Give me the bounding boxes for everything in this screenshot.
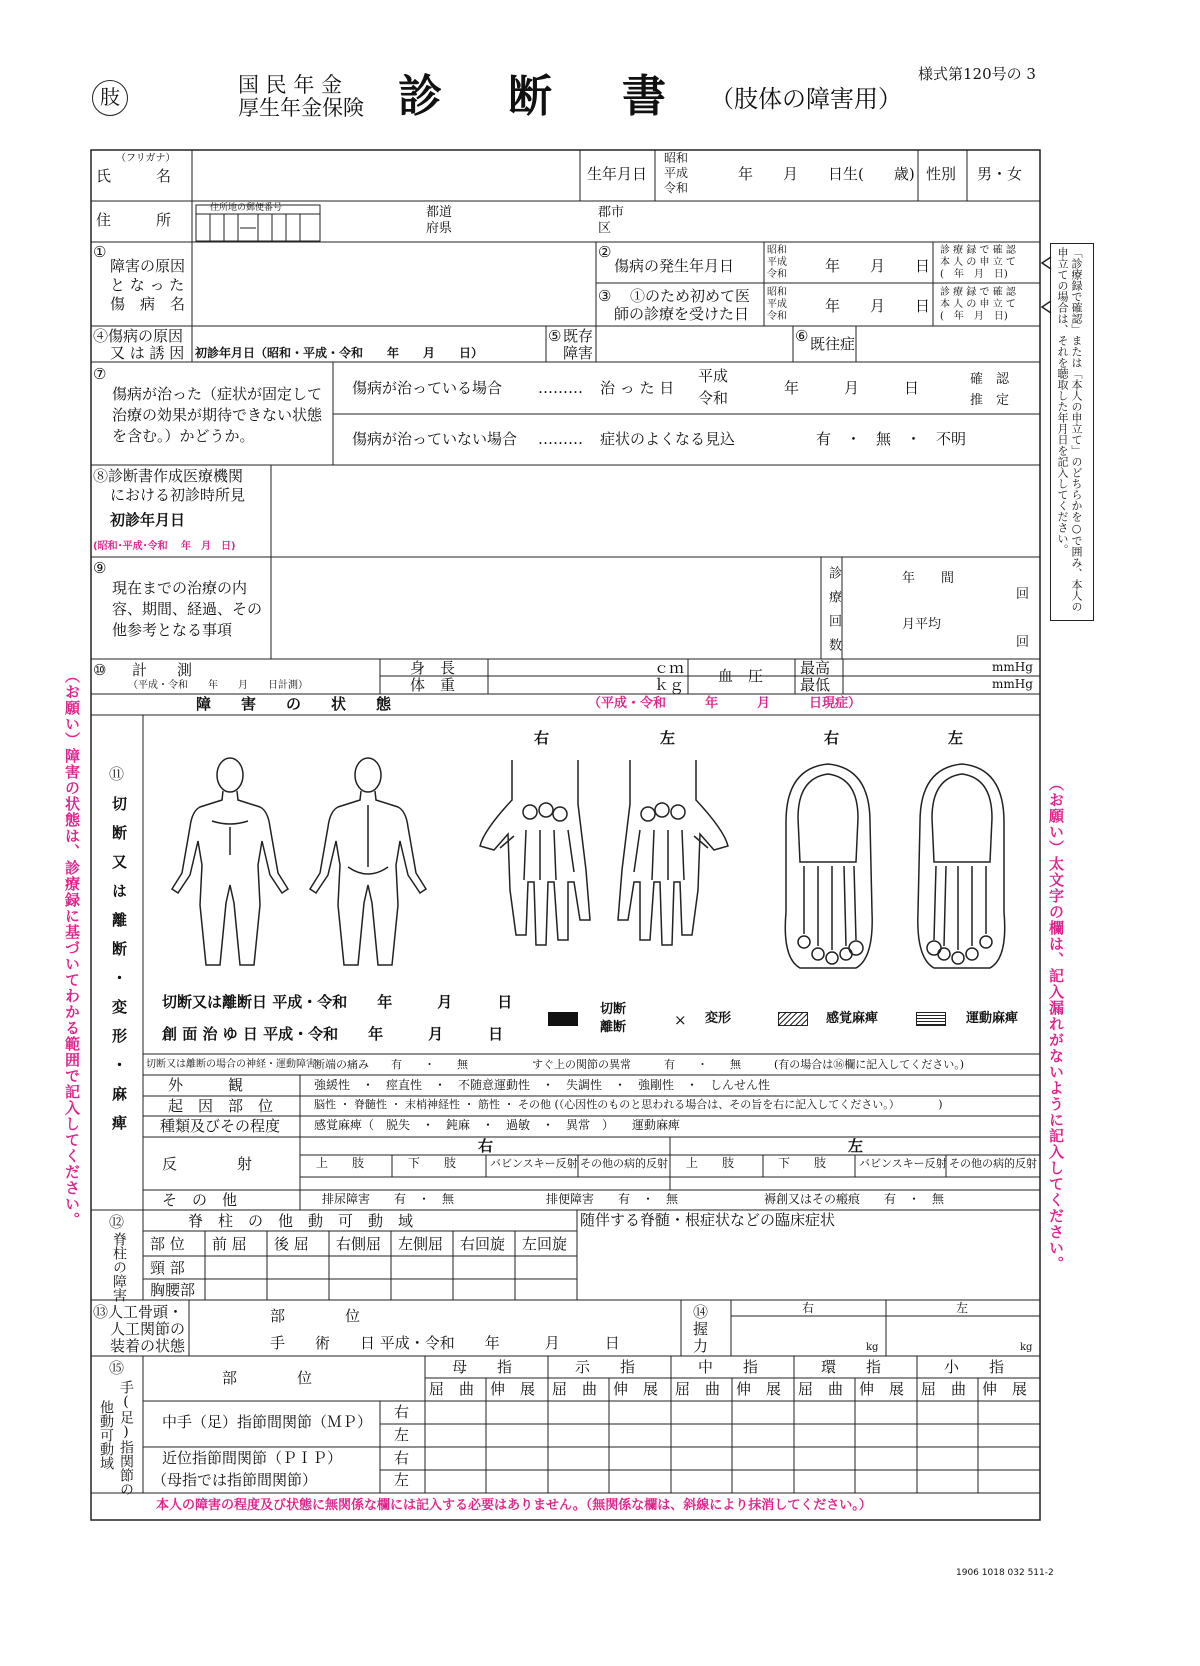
sec13-part[interactable]: 部 位 — [270, 1307, 361, 1325]
sec7-kakunin[interactable]: 確 認 — [970, 372, 1010, 387]
birth-era-reiwa: 令和 — [664, 181, 689, 195]
fe-0-flex: 屈 曲 — [429, 1380, 475, 1398]
birth-era-heisei: 平成 — [664, 166, 689, 180]
sec3-date-fields[interactable]: 年 月 日 — [825, 297, 931, 315]
right-instruction-text: 「診療録で確認」または「本人の申立て」のどちらかを○で囲み、本人の申立ての場合は、それを聴取した年月日を記入してください。 — [1056, 247, 1083, 612]
fe-4-ext: 伸 展 — [982, 1380, 1028, 1398]
mp-left: 左 — [394, 1426, 410, 1444]
spine-col-flexion: 前 屈 — [212, 1235, 247, 1253]
finger-ring: 環 指 — [821, 1358, 882, 1376]
sec13-surgery-date[interactable]: 手 術 日 平成・令和 年 月 日 — [270, 1334, 620, 1352]
sec4-number: ④ — [93, 327, 109, 345]
sec8-first-date-fields[interactable]: (昭和･平成･令和 年 月 日) — [93, 541, 236, 552]
pip-joint-label-2: （母指では指節間関節） — [152, 1471, 318, 1489]
sec8-label-1 — [93, 468, 243, 485]
fe-2-ext: 伸 展 — [736, 1380, 782, 1398]
sec4-label: 傷病の原因 — [108, 327, 184, 345]
sec1-label-3: 傷 病 名 — [110, 295, 186, 313]
status-title: 障 害 の 状 態 — [196, 695, 392, 713]
sec7-row2-dots: ……… — [538, 430, 583, 448]
sec7-number: ⑦ — [93, 365, 107, 383]
org-line-2: 厚生年金保険 — [238, 96, 364, 120]
birth-label: 生年月日 — [587, 165, 648, 183]
status-date[interactable]: （平成・令和 年 月 日現症） — [588, 696, 862, 711]
sec12-clinical-label: 随伴する脊髄・根症状などの臨床症状 — [580, 1211, 836, 1229]
bp-max-label: 最高 — [800, 659, 831, 677]
reflex-label: 反 射 — [162, 1155, 253, 1173]
height-label: 身 長 — [410, 659, 456, 677]
hand-left-figure[interactable] — [604, 760, 734, 950]
sec2-number: ② — [598, 243, 612, 261]
other-label: そ の 他 — [162, 1191, 238, 1209]
sec11-vertical-label: 切断又は離断・変形・麻痺 — [110, 796, 128, 1144]
decubitus[interactable]: 褥創又はその瘢痕 有 ・ 無 — [764, 1192, 945, 1206]
sec3-number: ③ — [598, 287, 612, 305]
defecation-disorder[interactable]: 排便障害 有 ・ 無 — [546, 1192, 679, 1206]
right-request-note: （お願い）太文字の欄は、記入漏れがないように記入してください。 — [1047, 776, 1065, 1272]
sec1-number: ① — [93, 243, 107, 261]
sec5-number: ⑤ — [548, 327, 562, 345]
city-label-1: 郡市 — [598, 205, 625, 220]
sec1-label-2: と な っ た — [110, 276, 185, 294]
bp-label: 血 圧 — [718, 667, 764, 685]
body-back-figure[interactable] — [298, 755, 438, 975]
prefecture-label-1: 都道 — [426, 205, 453, 220]
sec7-row2-label: 傷病が治っていない場合 — [352, 430, 518, 448]
grip-right-header: 右 — [802, 1301, 815, 1315]
hand-left-label: 左 — [660, 729, 676, 747]
sec2-era-reiwa: 令和 — [767, 269, 787, 280]
sec3-era-showa: 昭和 — [767, 287, 787, 298]
postal-code-input[interactable] — [196, 214, 320, 241]
arrow-icon-lower — [1040, 300, 1052, 314]
sec9-treatment-input[interactable] — [273, 559, 819, 657]
finger-thumb: 母 指 — [452, 1358, 513, 1376]
appearance-label: 外 観 — [168, 1076, 244, 1094]
sec7-row2-text: 症状のよくなる見込 — [600, 430, 736, 448]
sec5-label-2: 障害 — [563, 344, 594, 362]
sec7-row1-text: 治 っ た 日 — [600, 379, 675, 397]
cause-site-label: 起 因 部 位 — [168, 1097, 274, 1115]
sec15-part-header: 部 位 — [222, 1369, 313, 1387]
sec15-vertical-1: 手(足)指関節の — [118, 1380, 134, 1496]
sec9-kai-2[interactable]: 回 — [1016, 635, 1030, 650]
sec4-first-visit[interactable]: 初診年月日（昭和・平成・令和 年 月 日） — [195, 346, 484, 360]
fe-3-flex: 屈 曲 — [798, 1380, 844, 1398]
sec8-number: ⑧ — [93, 467, 109, 485]
sec3-label-1: ①のため初めて医 — [630, 287, 751, 305]
sec14-label-1: 握 — [693, 1320, 709, 1338]
sec4-label-1 — [93, 328, 183, 345]
bp-min-unit: mmHg — [992, 677, 1033, 691]
sec8-findings-input[interactable] — [273, 467, 1038, 555]
fe-3-ext: 伸 展 — [859, 1380, 905, 1398]
sec2-confirm-1[interactable]: 診 療 録 で 確 認 — [940, 245, 1016, 256]
spine-col-right-rot: 右回旋 — [460, 1235, 506, 1253]
org-line-1: 国 民 年 金 — [238, 73, 343, 97]
sec2-date-fields[interactable]: 年 月 日 — [825, 257, 931, 275]
sec14-number: ⑭ — [693, 1303, 709, 1321]
reflex-left-col-4: その他の病的反射 — [949, 1157, 1037, 1170]
form-badge: 肢 — [92, 80, 128, 116]
sec12-vertical-label: 脊柱の障害 — [111, 1232, 127, 1302]
sec8-first-date-label: 初診年月日 — [110, 511, 186, 529]
arrow-icon-upper — [1040, 256, 1052, 270]
footer-note: 本人の障害の程度及び状態に無関係な欄には記入する必要はありません。（無関係な欄は、斜線により抹消してください。） — [156, 1498, 872, 1513]
city-label-2: 区 — [598, 221, 612, 236]
grip-left-header: 左 — [956, 1301, 969, 1315]
prefecture-label-2: 府県 — [426, 221, 453, 236]
spine-row-thoracolumbar: 胸腰部 — [150, 1281, 196, 1299]
reflex-left-header: 左 — [848, 1137, 864, 1155]
sec13-label-1 — [93, 1304, 183, 1321]
address-label: 住 所 — [96, 211, 172, 229]
foot-right-label: 右 — [824, 729, 840, 747]
nerve-row-label: 切断又は離断の場合の神経・運動障害 — [146, 1059, 316, 1070]
type-degree-label: 種類及びその程度 — [160, 1117, 281, 1135]
legend-amputation-label-1: 切断 — [600, 1002, 627, 1017]
reflex-right-col-1: 上 肢 — [316, 1156, 365, 1170]
sec2-confirm-2[interactable]: 本 人 の 申 立 て — [940, 257, 1016, 268]
sec2-label: 傷病の発生年月日 — [614, 257, 735, 275]
sec6-label: 既往症 — [810, 335, 856, 353]
legend-motor-swatch — [916, 1012, 946, 1026]
sec9-label-2: 容、期間、経過、その — [112, 600, 263, 618]
sec5-label-1: 既存 — [563, 327, 594, 345]
sec3-era-reiwa: 令和 — [767, 311, 787, 322]
sec10-date[interactable]: （平成・令和 年 月 日計測） — [128, 680, 308, 691]
sec9-number: ⑨ — [93, 559, 107, 577]
sec7-row2-options[interactable]: 有 ・ 無 ・ 不明 — [816, 430, 967, 448]
sec2-confirm-3[interactable]: ( 年 月 日) — [940, 269, 1008, 280]
grip-left-unit: kg — [1020, 1342, 1033, 1353]
foot-right-figure[interactable] — [778, 762, 878, 972]
sec1-label-1: 障害の原因 — [110, 257, 186, 275]
sex-label: 性別 — [926, 165, 957, 183]
sec7-row1-dots: ……… — [538, 379, 583, 397]
foot-left-label: 左 — [948, 729, 964, 747]
furigana-label: （フリガナ） — [116, 153, 176, 164]
sec10-label: 計 測 — [132, 661, 193, 679]
sec9-per-year: 年 間 — [902, 571, 955, 586]
wound-healing-date[interactable]: 創 面 治 ゆ 日 平成・令和 年 月 日 — [162, 1025, 504, 1043]
stump-pain[interactable]: 断端の痛み 有 ・ 無 — [314, 1058, 468, 1071]
sec12-number: ⑫ — [109, 1213, 125, 1231]
legend-motor-label: 運動麻痺 — [966, 1011, 1019, 1026]
sec13-number: ⑬ — [93, 1303, 109, 1321]
sec3-era-heisei: 平成 — [767, 299, 787, 310]
right-instruction-box — [1050, 243, 1094, 621]
sec3-confirm-1[interactable]: 診 療 録 で 確 認 — [940, 287, 1016, 298]
mp-right: 右 — [394, 1403, 410, 1421]
reflex-right-header: 右 — [478, 1137, 494, 1155]
finger-index: 示 指 — [575, 1358, 636, 1376]
pip-left: 左 — [394, 1471, 410, 1489]
fe-1-ext: 伸 展 — [613, 1380, 659, 1398]
joint-abnormality[interactable]: すぐ上の関節の異常 有 ・ 無 (有の場合は⑯欄に記入してください。) — [532, 1058, 965, 1071]
sec13-label-3: 装着の状態 — [110, 1337, 186, 1355]
fe-4-flex: 屈 曲 — [921, 1380, 967, 1398]
finger-middle: 中 指 — [698, 1358, 759, 1376]
sec9-label-3: 他参考となる事項 — [112, 621, 233, 639]
pip-joint-label-1: 近位指節間関節（ＰＩＰ） — [162, 1449, 343, 1467]
weight-label: 体 重 — [410, 676, 456, 694]
fe-0-ext: 伸 展 — [490, 1380, 536, 1398]
spine-col-left-rot: 左回旋 — [522, 1235, 568, 1253]
sec8-label: 診断書作成医療機関 — [108, 467, 244, 485]
sec11-number: ⑪ — [109, 765, 125, 783]
sec7-suitei[interactable]: 推 定 — [970, 393, 1010, 408]
body-front-figure[interactable] — [160, 755, 300, 975]
fe-1-flex: 屈 曲 — [552, 1380, 598, 1398]
flex-ext-header-row — [425, 1381, 1040, 1399]
footer-code: 1906 1018 032 511-2 — [956, 1568, 1054, 1578]
sec6-number: ⑥ — [795, 327, 809, 345]
legend-amputation-label-2: 離断 — [600, 1020, 627, 1035]
sec3-confirm-3[interactable]: ( 年 月 日) — [940, 311, 1008, 322]
sec7-label-3: を含む。）かどうか。 — [112, 427, 255, 445]
reflex-right-col-4: その他の病的反射 — [580, 1157, 668, 1170]
name-label: 氏 名 — [96, 167, 172, 185]
sec7-label-1: 傷病が治った（症状が固定して — [112, 385, 323, 403]
spine-row-neck: 頸 部 — [150, 1259, 185, 1277]
bp-min-label: 最低 — [800, 676, 831, 694]
weight-unit: ｋｇ — [654, 676, 685, 694]
legend-deformity-label: 変形 — [705, 1011, 732, 1026]
legend-amputation-swatch — [548, 1012, 578, 1026]
sec8-label-2: における初診時所見 — [110, 486, 246, 504]
reflex-right-col-3: バビンスキー反射 — [490, 1157, 578, 1170]
reflex-left-col-2: 下 肢 — [778, 1156, 827, 1170]
sec15-vertical-2: 他動可動域 — [98, 1400, 114, 1470]
sex-choice[interactable]: 男・女 — [977, 165, 1023, 183]
reflex-left-col-1: 上 肢 — [686, 1156, 735, 1170]
spine-col-part: 部 位 — [150, 1235, 185, 1253]
sec9-month-avg: 月平均 — [902, 617, 942, 632]
spine-col-extension: 後 屈 — [274, 1235, 309, 1253]
spine-col-left-bend: 左側屈 — [398, 1235, 444, 1253]
cause-site-options[interactable]: 脳性 ・ 脊髄性 ・ 末梢神経性 ・ 筋性 ・ その他 (（心因性のものと思われる場合は、その旨を右に記入してください。） ) — [314, 1098, 943, 1111]
finger-little: 小 指 — [944, 1358, 1005, 1376]
grip-right-unit: kg — [866, 1342, 879, 1353]
sec10-number: ⑩ — [93, 661, 107, 679]
sec7-era-reiwa: 令和 — [698, 389, 729, 407]
legend-sensory-swatch — [778, 1012, 808, 1026]
postal-code-label: 住所地の郵便番号 — [210, 203, 283, 213]
sec2-era-heisei: 平成 — [767, 257, 787, 268]
sec13-label-2: 人工関節の — [110, 1320, 186, 1338]
foot-left-figure[interactable] — [912, 762, 1012, 972]
sec15-number: ⑮ — [109, 1359, 125, 1377]
type-degree-options[interactable]: 感覚麻痺（ 脱失 ・ 鈍麻 ・ 過敏 ・ 異常 ） 運動麻痺 — [314, 1118, 681, 1132]
sec13-label: 人工骨頭・ — [108, 1303, 184, 1321]
bp-max-unit: mmHg — [992, 660, 1033, 674]
disease-name-input[interactable] — [194, 244, 594, 324]
sec9-label-1: 現在までの治療の内 — [112, 579, 248, 597]
amputation-date[interactable]: 切断又は離断日 平成・令和 年 月 日 — [162, 993, 513, 1011]
height-unit: ｃｍ — [654, 659, 685, 677]
appearance-options[interactable]: 強緩性 ・ 痙直性 ・ 不随意運動性 ・ 失調性 ・ 強剛性 ・ しんせん性 — [314, 1078, 771, 1092]
title-char-1: 診 — [398, 71, 442, 122]
sec2-era-showa: 昭和 — [767, 245, 787, 256]
pip-right: 右 — [394, 1449, 410, 1467]
sec9-visits-label: 診療回数 — [826, 566, 841, 662]
reflex-right-col-2: 下 肢 — [408, 1156, 457, 1170]
sec9-kai-1[interactable]: 回 — [1016, 587, 1030, 602]
form-number: 様式第120号の 3 — [918, 65, 1036, 83]
name-input[interactable] — [194, 152, 578, 199]
fe-2-flex: 屈 曲 — [675, 1380, 721, 1398]
title-char-2: 断 — [508, 71, 552, 122]
sec7-date-fields[interactable]: 年 月 日 — [784, 379, 920, 397]
urination-disorder[interactable]: 排尿障害 有 ・ 無 — [322, 1192, 455, 1206]
hand-right-figure[interactable] — [474, 760, 604, 950]
sec7-row1-label: 傷病が治っている場合 — [352, 379, 503, 397]
sec4-label-2: 又 は 誘 因 — [110, 344, 185, 362]
reflex-left-col-3: バビンスキー反射 — [859, 1157, 947, 1170]
birth-era-showa: 昭和 — [664, 151, 689, 165]
sec7-label-2: 治療の効果が期待できない状態 — [112, 406, 323, 424]
sec7-era-heisei: 平成 — [698, 367, 729, 385]
left-request-note: （お願い）障害の状態は、診療録に基づいてわかる範囲で記入してください。 — [63, 668, 81, 1228]
sec3-confirm-2[interactable]: 本 人 の 申 立 て — [940, 299, 1016, 310]
mp-joint-label: 中手（足）指節間関節（ＭＰ） — [162, 1413, 373, 1431]
hand-right-label: 右 — [534, 729, 550, 747]
birth-date-fields[interactable]: 年 月 日生( 歳) — [738, 165, 915, 183]
spine-col-right-bend: 右側屈 — [336, 1235, 382, 1253]
legend-sensory-label: 感覚麻痺 — [826, 1011, 879, 1026]
sec12-title: 脊 柱 の 他 動 可 動 域 — [188, 1212, 414, 1230]
sec14-label-2: 力 — [693, 1337, 709, 1355]
subtitle: （肢体の障害用） — [710, 85, 902, 113]
legend-deformity-mark: × — [674, 1011, 687, 1029]
title-char-3: 書 — [622, 71, 666, 122]
sec3-label-2: 師の診療を受けた日 — [614, 305, 750, 323]
